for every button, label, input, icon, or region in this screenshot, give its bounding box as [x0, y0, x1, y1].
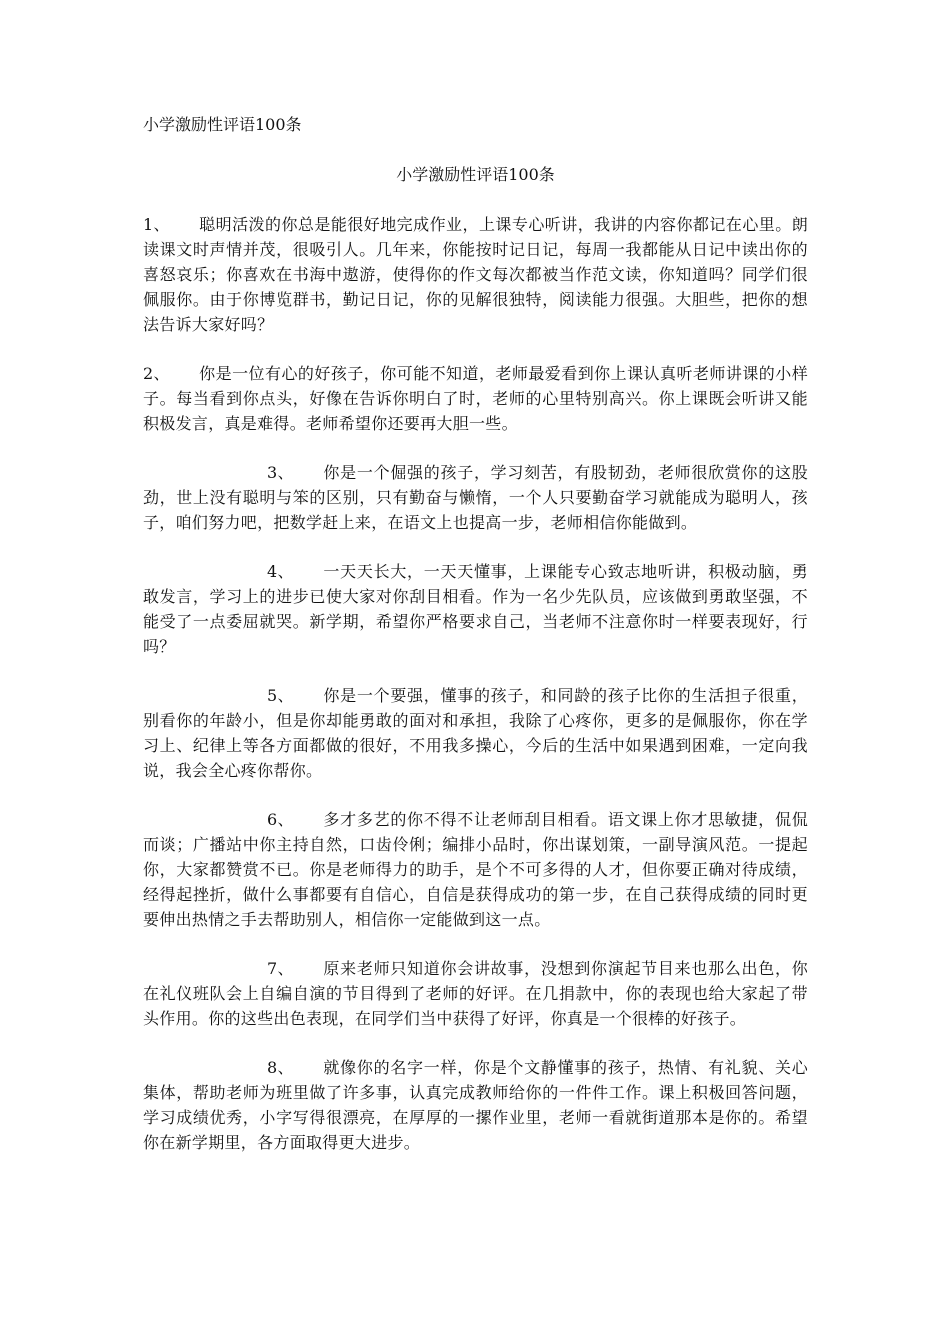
comment-number: 4、	[267, 562, 294, 581]
comment-text: 一天天长大，一天天懂事，上课能专心致志地听讲，积极动脑，勇敢发言，学习上的进步已使大家对你刮目相看。作为一名少先队员，应该做到勇敢坚强，不能受了一点委屈就哭。新学期，希望你严格要求自己，当老师不注意你时一样要表现好，行吗？	[143, 562, 808, 656]
comment-text: 多才多艺的你不得不让老师刮目相看。语文课上你才思敏捷，侃侃而谈；广播站中你主持自然，口齿伶俐；编排小品时，你出谋划策，一副导演风范。一提起你，大家都赞赏不已。你是老师得力的助手，是个不可多得的人才，但你要正确对待成绩，经得起挫折，做什么事都要有自信心，自信是获得成功的第一步，在自己获得成绩的同时更要伸出热情之手去帮助别人，相信你一定能做到这一点。	[143, 810, 808, 929]
comment-item	[143, 956, 808, 1031]
comment-item	[143, 460, 808, 535]
comment-item	[143, 807, 808, 932]
comment-text: 你是一位有心的好孩子，你可能不知道，老师最爱看到你上课认真听老师讲课的小样子。每当看到你点头，好像在告诉你明白了时，老师的心里特别高兴。你上课既会听讲又能积极发言，真是难得。老师希望你还要再大胆一些。	[143, 364, 808, 433]
document-page	[143, 112, 808, 1179]
comment-item	[143, 559, 808, 659]
comment-text: 你是一个要强，懂事的孩子，和同龄的孩子比你的生活担子很重，别看你的年龄小，但是你却能勇敢的面对和承担，我除了心疼你，更多的是佩服你，你在学习上、纪律上等各方面都做的很好，不用我多操心，今后的生活中如果遇到困难，一定向我说，我会全心疼你帮你。	[143, 686, 808, 780]
comment-item	[143, 1055, 808, 1155]
comment-text: 就像你的名字一样，你是个文静懂事的孩子，热情、有礼貌、关心集体，帮助老师为班里做了许多事，认真完成教师给你的一件件工作。课上积极回答问题，学习成绩优秀，小字写得很漂亮，在厚厚的一摞作业里，老师一看就街道那本是你的。希望你在新学期里，各方面取得更大进步。	[143, 1058, 808, 1152]
comment-number: 6、	[267, 810, 294, 829]
comment-number: 1、	[143, 215, 170, 234]
comment-number: 7、	[267, 959, 294, 978]
comment-item	[143, 361, 808, 436]
comment-text: 聪明活泼的你总是能很好地完成作业，上课专心听讲，我讲的内容你都记在心里。朗读课文时声情并茂，很吸引人。几年来，你能按时记日记，每周一我都能从日记中读出你的喜怒哀乐；你喜欢在书海中遨游，使得你的作文每次都被当作范文读，你知道吗？同学们很佩服你。由于你博览群书，勤记日记，你的见解很独特，阅读能力很强。大胆些，把你的想法告诉大家好吗？	[143, 215, 808, 334]
comment-number: 5、	[267, 686, 294, 705]
comment-item	[143, 683, 808, 783]
comment-list	[143, 212, 808, 1155]
comment-text: 你是一个倔强的孩子，学习刻苦，有股韧劲，老师很欣赏你的这股劲，世上没有聪明与笨的区别，只有勤奋与懒惰，一个人只要勤奋学习就能成为聪明人，孩子，咱们努力吧，把数学赶上来，在语文上也提高一步，老师相信你能做到。	[143, 463, 808, 532]
comment-text: 原来老师只知道你会讲故事，没想到你演起节目来也那么出色，你在礼仪班队会上自编自演的节目得到了老师的好评。在几捐款中，你的表现也给大家起了带头作用。你的这些出色表现，在同学们当中获得了好评，你真是一个很棒的好孩子。	[143, 959, 808, 1028]
comment-number: 2、	[143, 364, 170, 383]
comment-number: 8、	[267, 1058, 294, 1077]
document-header: 小学激励性评语100条	[143, 115, 302, 134]
comment-item	[143, 212, 808, 337]
document-title: 小学激励性评语100条	[396, 165, 555, 184]
comment-number: 3、	[267, 463, 294, 482]
